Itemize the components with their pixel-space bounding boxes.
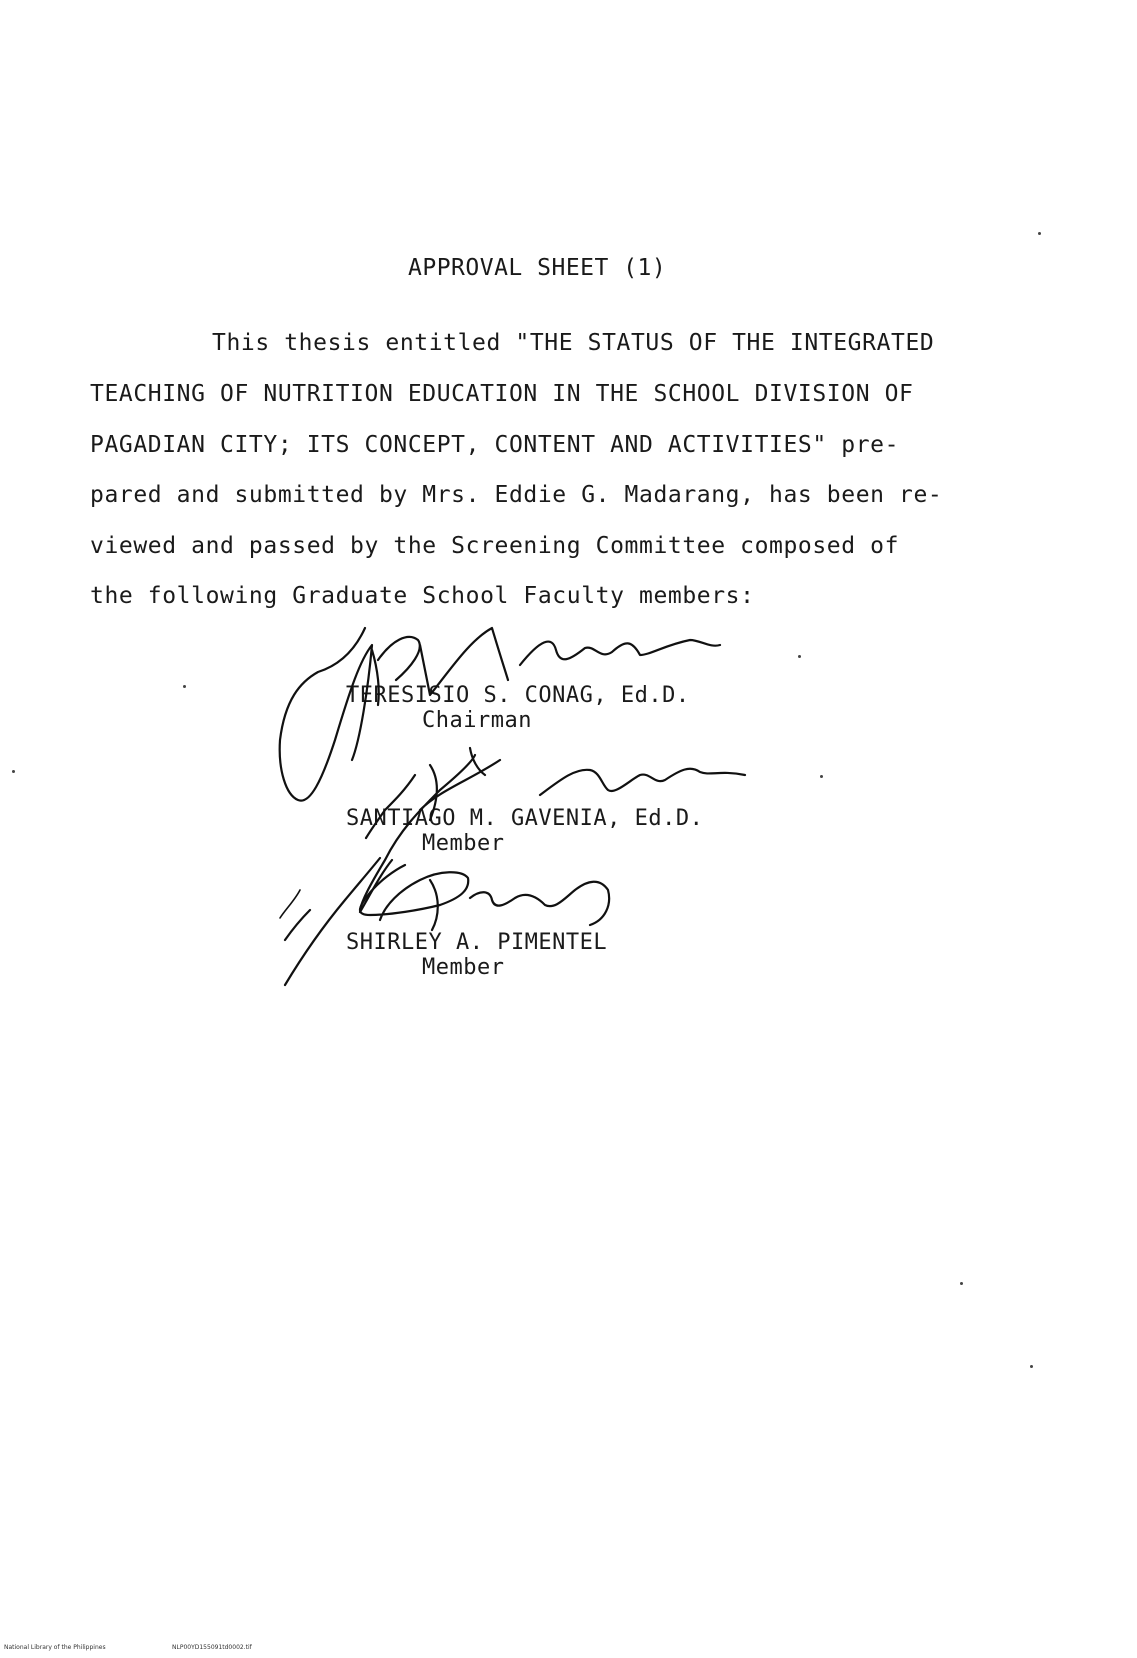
scan-speck: [12, 770, 15, 773]
scan-speck: [1038, 232, 1041, 235]
footer-library-credit: National Library of the Philippines: [4, 1644, 106, 1651]
signatory-name-member-2: SHIRLEY A. PIMENTEL: [346, 930, 608, 955]
scan-speck: [183, 685, 186, 688]
body-line: This thesis entitled "THE STATUS OF THE INTEGRATED: [212, 330, 935, 356]
signatory-role-chairman: Chairman: [422, 708, 532, 733]
body-line: the following Graduate School Faculty members:: [90, 583, 755, 609]
body-line: viewed and passed by the Screening Committee composed of: [90, 533, 900, 559]
scan-speck: [820, 775, 823, 778]
signatory-name-member-1: SANTIAGO M. GAVENIA, Ed.D.: [346, 806, 704, 831]
signatory-name-chairman: TERESISIO S. CONAG, Ed.D.: [346, 683, 690, 708]
page-title: APPROVAL SHEET (1): [408, 255, 667, 281]
body-line: PAGADIAN CITY; ITS CONCEPT, CONTENT AND ACTIVITIES" pre-: [90, 432, 900, 458]
signatory-role-member-2: Member: [422, 955, 505, 980]
scan-speck: [1030, 1365, 1033, 1368]
body-line: TEACHING OF NUTRITION EDUCATION IN THE SCHOOL DIVISION OF: [90, 381, 914, 407]
signatory-role-member-1: Member: [422, 831, 505, 856]
scan-speck: [960, 1282, 963, 1285]
scan-speck: [798, 655, 801, 658]
footer-file-name: NLP00YD155091td0002.tif: [172, 1644, 252, 1651]
body-line: pared and submitted by Mrs. Eddie G. Madarang, has been re-: [90, 482, 943, 508]
